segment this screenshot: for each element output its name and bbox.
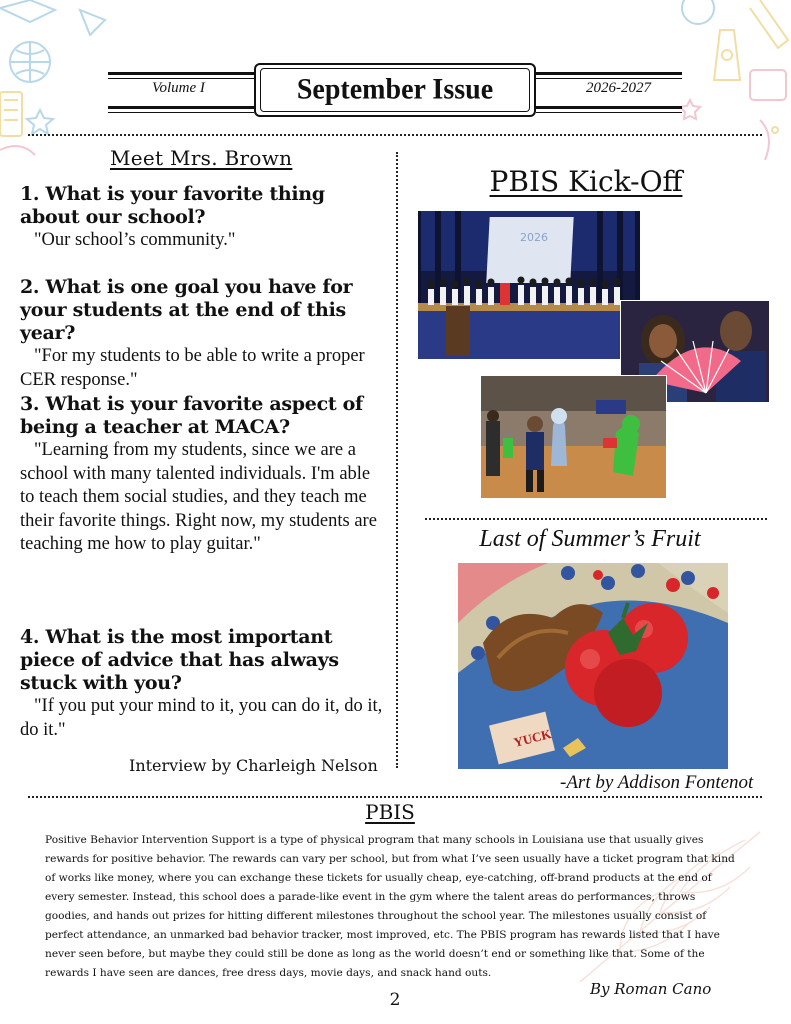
interview-answer-3: "Learning from my students, since we are a school with many talented individuals. I'm able to teach them social studies, and they teach me their favorite things. Right now, my students are teaching me how to play guitar." — [20, 440, 377, 554]
school-doodles-top-right — [670, 0, 791, 170]
kickoff-gym-photo — [480, 375, 667, 499]
interview-question-1-block — [20, 183, 385, 253]
article-divider — [28, 796, 762, 798]
kickoff-title: PBIS Kick-Off — [489, 165, 683, 198]
calculator-icon — [0, 92, 22, 136]
pencil-icon — [750, 0, 788, 48]
masthead-rule-right — [536, 72, 682, 79]
masthead-rule-right-bottom — [536, 106, 682, 113]
interview-question-4-block — [20, 626, 385, 742]
art-title: Last of Summer’s Fruit — [479, 526, 701, 552]
pbis-article-title: PBIS — [365, 800, 415, 824]
volume-label: Volume I — [152, 80, 205, 96]
right-column-divider — [425, 518, 767, 520]
interview-answer-1: "Our school’s community." — [34, 230, 236, 250]
interview-question-4: 4. What is the most important piece of advice that has always stuck with you? — [20, 626, 339, 694]
art-painting — [457, 562, 729, 770]
column-divider — [396, 152, 398, 768]
interview-question-1: 1. What is your favorite thing about our school? — [20, 183, 325, 228]
pbis-article-body: Positive Behavior Intervention Support is a type of physical program that many schools in Louisiana use that usually gives rewards for positive behavior. The rewards can vary per school, but from what I’ve seen usually have a ticket program that kind of works like money, where you can exchange these tickets for usually cheap, eye-catching, off-brand products at the end of every semester. Instead, this school does a parade-like event in the gym where the talent areas do performances, throws goodies, and hands out prizes for hitting different milestones throughout the school year. The milestones usually consist of perfect attendance, an unmarked bad behavior tracker, most improved, etc. The PBIS program has rewards listed that I have never seen before, but maybe they could still be done as long as the world doesn’t end or something like that. Some of the rewards I have seen are dances, free dress days, movie days, and snack hand outs. — [45, 834, 735, 979]
interview-answer-4: "If you put your mind to it, you can do it, do it, do it." — [20, 696, 383, 740]
interview-title: Meet Mrs. Brown — [110, 146, 293, 170]
issue-title: September Issue — [260, 68, 530, 112]
interview-byline: Interview by Charleigh Nelson — [129, 756, 378, 775]
issue-title-box — [254, 63, 536, 117]
stage-screen-text: 2026 — [520, 231, 548, 244]
globe-icon — [682, 0, 714, 24]
masthead-rule-left — [108, 72, 254, 79]
masthead-rule-left-bottom — [108, 106, 254, 113]
balloon-icon — [80, 10, 105, 35]
header-divider — [28, 134, 762, 136]
school-year-label: 2026-2027 — [586, 80, 651, 96]
kickoff-stage-photo — [417, 210, 641, 360]
star-icon — [680, 100, 700, 119]
interview-question-2: 2. What is one goal you have for your students at the end of this year? — [20, 276, 353, 344]
interview-answer-2: "For my students to be able to write a proper CER response." — [20, 346, 365, 390]
art-credit: -Art by Addison Fontenot — [560, 772, 754, 793]
star-icon — [27, 110, 53, 134]
pbis-article-byline: By Roman Cano — [590, 980, 712, 998]
page-number: 2 — [389, 990, 401, 1010]
lamp-icon — [714, 30, 740, 80]
interview-question-3-block — [20, 393, 385, 557]
interview-question-2-block — [20, 276, 385, 392]
painting-packet-text: YUCK — [512, 726, 553, 750]
graduation-cap-icon — [0, 0, 55, 22]
book-icon — [750, 70, 786, 100]
interview-question-3: 3. What is your favorite aspect of being a teacher at MACA? — [20, 393, 363, 438]
school-doodles-top-left — [0, 0, 130, 160]
